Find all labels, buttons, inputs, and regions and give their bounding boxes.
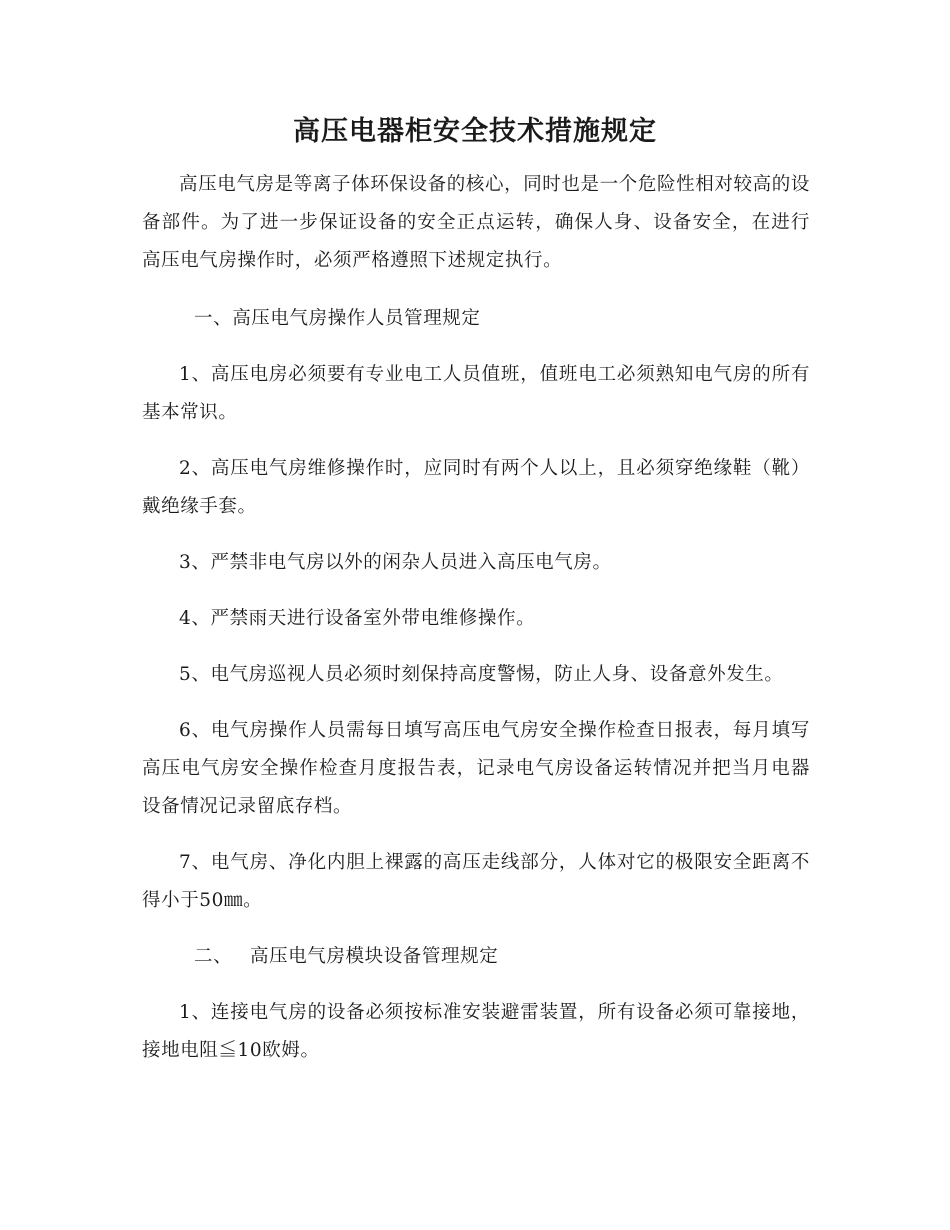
section-1-item-1: 1、高压电房必须要有专业电工人员值班，值班电工必须熟知电气房的所有基本常识。 [142, 364, 810, 423]
section-2-number: 二、 [194, 946, 233, 967]
section-2-heading [142, 938, 810, 976]
section-1-item-7: 7、电气房、净化内胆上裸露的高压走线部分，人体对它的极限安全距离不得小于50㎜。 [142, 852, 810, 911]
section-1-heading [142, 300, 810, 338]
intro-paragraph: 高压电气房是等离子体环保设备的核心，同时也是一个危险性相对较高的设备部件。为了进一步保证设备的安全正点运转，确保人身、设备安全，在进行高压电气房操作时，必须严格遵照下述规定执行。 [142, 174, 810, 271]
section-1-item-3: 3、严禁非电气房以外的闲杂人员进入高压电气房。 [179, 552, 612, 573]
section-1-item-5: 5、电气房巡视人员必须时刻保持高度警惕，防止人身、设备意外发生。 [179, 664, 784, 685]
document-body [142, 166, 810, 1088]
section-1-number: 一、 [194, 308, 233, 329]
document-title: 高压电器柜安全技术措施规定 [293, 116, 657, 147]
section-2-item-1: 1、连接电气房的设备必须按标准安装避雷装置，所有设备必须可靠接地，接地电阻≦10欧姆。 [142, 1002, 810, 1061]
section-2-title: 高压电气房模块设备管理规定 [250, 946, 499, 967]
section-1-title: 高压电气房操作人员管理规定 [232, 308, 481, 329]
section-1-item-4: 4、严禁雨天进行设备室外带电维修操作。 [179, 608, 536, 629]
section-1-item-2: 2、高压电气房维修操作时，应同时有两个人以上，且必须穿绝缘鞋（靴）戴绝缘手套。 [142, 458, 810, 517]
section-1-item-6: 6、电气房操作人员需每日填写高压电气房安全操作检查日报表，每月填写高压电气房安全操作检查月度报告表，记录电气房设备运转情况并把当月电器设备情况记录留底存档。 [142, 720, 810, 817]
